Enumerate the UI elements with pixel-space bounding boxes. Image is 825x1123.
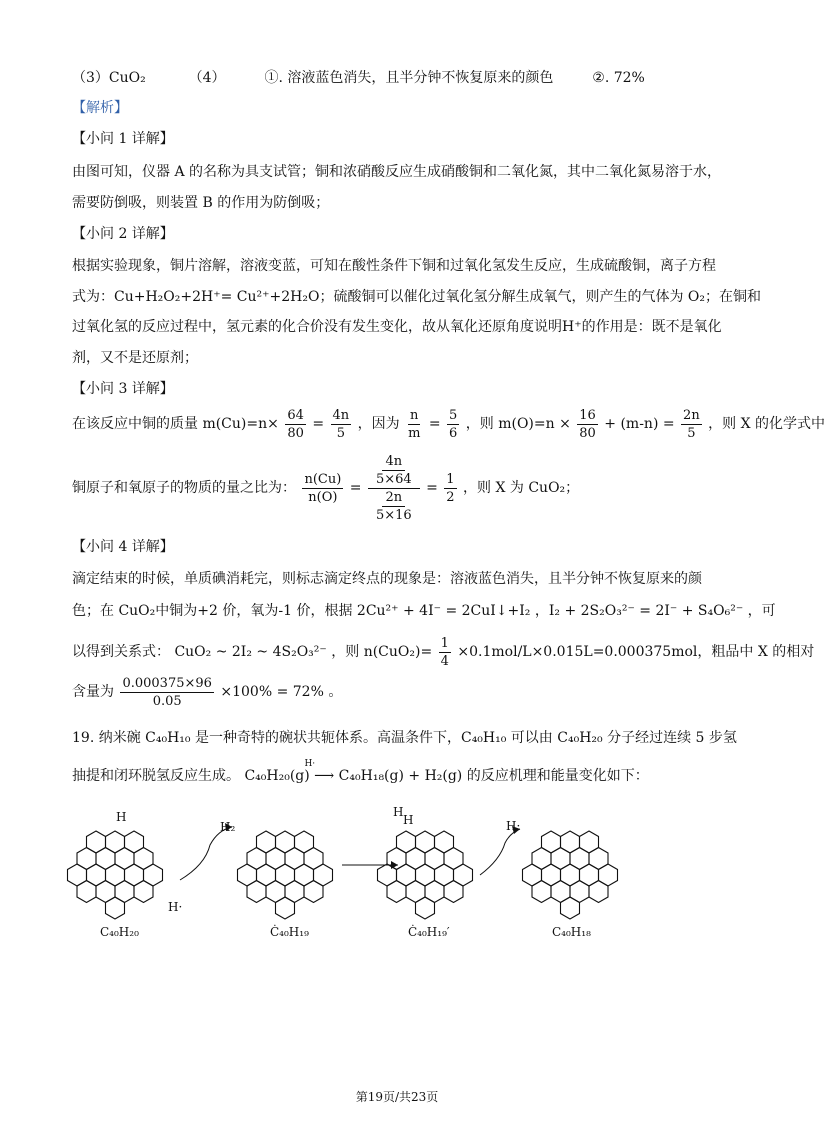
curved-arrow-1 (180, 827, 232, 880)
answer-sub2: ②. 72% (592, 70, 645, 86)
fraction-denominator: 0.05 (152, 693, 182, 709)
molecule-1 (68, 831, 163, 919)
equals-sign: = (349, 480, 362, 496)
q2-text-3: 过氧化氢的反应过程中，氢元素的化合价没有发生变化，故从氧化还原角度说明H⁺的作用是：既不是氧化 (72, 319, 722, 335)
reaction-scheme (60, 805, 740, 945)
q2-text-4: 剂，又不是还原剂； (72, 350, 198, 366)
fraction-numerator: n(Cu) (304, 471, 342, 487)
fraction-denominator: 5 (687, 425, 696, 441)
fraction-denominator: 4 (440, 653, 449, 669)
fraction-numerator: 4n (332, 407, 350, 423)
q3-header: 【小问 3 详解】 (72, 381, 174, 397)
fraction (331, 407, 352, 442)
compound-denominator (368, 489, 420, 524)
reaction-equation (244, 759, 463, 786)
equals-sign: = (312, 416, 325, 432)
molecule-3 (378, 831, 473, 919)
fraction-numerator: 1 (446, 471, 455, 487)
molecule-4 (523, 831, 618, 919)
h-pair-label-2: H (403, 813, 414, 827)
fraction-numerator: 4n (382, 453, 405, 471)
fraction-numerator: n (410, 407, 419, 423)
q19-text: 抽提和闭环脱氢反应生成。 (72, 768, 240, 784)
q3-text: ，则 X 为 CuO₂； (463, 480, 580, 496)
q3-text: + (m-n) = (604, 416, 675, 432)
fraction-denominator: 5×64 (375, 471, 412, 487)
equation-text: C₄₀H₂₀(g) ⟶ C₄₀H₁₈(g) + H₂(g) (244, 768, 463, 784)
molecule-label-2: Ċ₄₀H₁₉ (270, 925, 309, 939)
page-footer: 第19页/共23页 (355, 1090, 439, 1104)
q3-text: ，因为 (357, 416, 400, 432)
q4-text-2 (72, 601, 776, 621)
fraction (285, 407, 306, 442)
q2-text-2: 式为：Cu+H₂O₂+2H⁺= Cu²⁺+2H₂O；硫酸铜可以催化过氧化氢分解生成氧气，则产生的气体为 O₂；在铜和 (72, 289, 761, 305)
fraction-numerator: 2n (683, 407, 700, 423)
h2-label: H₂ (220, 820, 236, 834)
answer-line (72, 68, 645, 88)
q4-text: 以得到关系式： (72, 644, 170, 660)
fraction-denominator: 5 (336, 425, 345, 441)
q3-text-2 (72, 448, 579, 528)
q4-text-4 (72, 672, 342, 712)
fraction (447, 407, 459, 442)
compound-numerator (368, 453, 420, 489)
answer-part4: （4） (188, 70, 226, 86)
fraction-denominator: 80 (579, 425, 596, 441)
h-pair-label-1: H (393, 805, 404, 819)
fraction (302, 471, 343, 506)
fraction-denominator: 6 (449, 425, 458, 441)
fraction-numerator: 2n (382, 489, 405, 507)
q1-text-2: 需要防倒吸，则装置 B 的作用为防倒吸； (72, 195, 330, 211)
q4-text: 色；在 CuO₂中铜为+2 价，氧为-1 价，根据 (72, 603, 353, 619)
fraction (577, 407, 598, 442)
q4-text-3 (72, 632, 814, 672)
fraction (120, 675, 213, 710)
h-radical-label-2: H· (506, 819, 521, 833)
q4-text: ×100% = 72% 。 (220, 684, 343, 700)
q4-text-1: 滴定结束的时候，单质碘消耗完，则标志滴定终点的现象是：溶液蓝色消失，且半分钟不恢复原来的颜 (72, 571, 702, 587)
fraction-numerator: 5 (449, 407, 458, 423)
molecule-label-3: Ċ₄₀H₁₉′ (408, 925, 450, 939)
fraction (439, 635, 451, 670)
fraction-numerator: 16 (579, 407, 596, 423)
q4-text: ，则 n(CuO₂)= (331, 644, 433, 660)
h-radical-label: H· (168, 900, 183, 914)
fraction-denominator: 80 (287, 425, 304, 441)
q2-text-1: 根据实验现象，铜片溶解，溶液变蓝，可知在酸性条件下铜和过氧化氢发生反应，生成硫酸铜，离子方程 (72, 258, 716, 274)
analysis-label: 【解析】 (72, 100, 128, 116)
arrow-label: H· (304, 759, 316, 769)
fraction-denominator: m (408, 425, 421, 441)
q19-text: 的反应机理和能量变化如下： (466, 768, 649, 784)
molecule-label-4: C₄₀H₁₈ (552, 925, 591, 939)
redox-equation: 2Cu²⁺ + 4I⁻ = 2CuI↓+I₂ ，I₂ + 2S₂O₃²⁻ = 2I⁻ + S₄O₆²⁻ (356, 603, 744, 619)
q4-header: 【小问 4 详解】 (72, 539, 174, 555)
fraction (373, 489, 415, 524)
scheme-graphic (60, 805, 740, 945)
q2-header: 【小问 2 详解】 (72, 226, 174, 242)
answer-sub1: ①. 溶液蓝色消失，且半分钟不恢复原来的颜色 (264, 70, 554, 86)
fraction (444, 471, 456, 506)
equals-sign: = (428, 416, 441, 432)
equals-sign: = (426, 480, 438, 496)
q3-text-1 (72, 402, 825, 446)
fraction-numerator: 0.000375×96 (122, 675, 212, 691)
answer-part3: （3）CuO₂ (72, 70, 146, 86)
fraction-numerator: 1 (440, 635, 449, 651)
q3-text: ，则 m(O)=n × (465, 416, 571, 432)
h-atom-label: H (116, 810, 127, 824)
curved-arrow-3 (480, 829, 520, 875)
q1-header: 【小问 1 详解】 (72, 131, 174, 147)
q19-text-2 (72, 759, 649, 786)
q1-text-1: 由图可知，仪器 A 的名称为具支试管；铜和浓硝酸反应生成硝酸铜和二氧化氮，其中二氧化氮易溶于水， (72, 164, 722, 180)
q3-text: ，则 X 的化学式中 (708, 416, 825, 432)
q19-text-1: 19. 纳米碗 C₄₀H₁₀ 是一种奇特的碗状共轭体系。高温条件下，C₄₀H₁₀ 可以由 C₄₀H₂₀ 分子经过连续 5 步氢 (72, 730, 737, 746)
molecule-2 (238, 831, 333, 919)
q4-text: 含量为 (72, 684, 114, 700)
molecule-label-1: C₄₀H₂₀ (100, 925, 139, 939)
q3-text: 铜原子和氧原子的物质的量之比为： (72, 480, 296, 496)
fraction-numerator: 64 (287, 407, 304, 423)
fraction-denominator: 2 (446, 489, 455, 505)
fraction-denominator: n(O) (308, 489, 338, 505)
fraction (681, 407, 702, 442)
fraction-denominator: 5×16 (375, 507, 412, 523)
fraction (373, 453, 415, 488)
q4-text: ×0.1mol/L×0.015L=0.000375mol，粗品中 X 的相对 (457, 644, 815, 660)
compound-fraction (368, 453, 420, 524)
relation-formula: CuO₂ ~ 2I₂ ~ 4S₂O₃²⁻ (174, 644, 327, 660)
fraction (406, 407, 422, 442)
q3-text: 在该反应中铜的质量 m(Cu)=n× (72, 416, 279, 432)
q4-text: ，可 (747, 603, 776, 619)
